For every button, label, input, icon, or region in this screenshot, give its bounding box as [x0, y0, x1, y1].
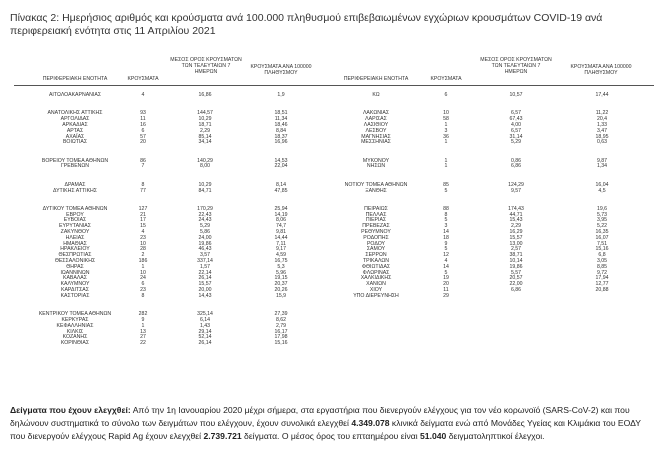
cases-cell: 20 [443, 281, 449, 288]
per100k-cell: 8,14 [275, 181, 287, 188]
table-row [6, 93, 660, 99]
footnote-text-2: κλινικά δείγματα ενώ από Μονάδες Υγείας και Κλιμάκια του ΕΟΔΥ που διενεργούν ελέγχους Rapid Ag έχουν ελεγχθεί [10, 418, 641, 442]
avg-cell: 2,29 [199, 127, 211, 134]
cases-cell: 24 [140, 275, 146, 282]
cases-cell: 1 [141, 263, 145, 270]
per100k-cell: 20,88 [595, 287, 609, 293]
cases-cell: 18 [443, 234, 449, 241]
per100k-cell: 3,05 [596, 258, 608, 264]
per100k-cell: 16,96 [274, 139, 288, 146]
cases-cell: 4 [141, 229, 145, 235]
cases-cell: 19 [443, 275, 449, 282]
cases-cell: 17 [140, 217, 146, 224]
cases-cell: 27 [140, 334, 146, 341]
region-cell: ΑΧΑΪΑΣ [65, 133, 85, 140]
cases-cell: 1 [444, 139, 448, 146]
header-rule [14, 85, 654, 86]
per100k-cell: 25,94 [274, 205, 288, 212]
avg-cell: 19,86 [198, 240, 212, 247]
avg-cell: 13,00 [509, 240, 523, 247]
avg-cell: 26,14 [198, 275, 212, 282]
per100k-cell: 16,07 [595, 234, 609, 241]
avg-cell: 18,71 [198, 121, 212, 128]
cases-cell: 88 [443, 205, 449, 212]
header-region-right: ΠΕΡΙΦΕΡΕΙΑΚΗ ΕΝΟΤΗΤΑ [343, 76, 409, 82]
avg-cell: 20,57 [509, 275, 523, 282]
cases-cell: 4 [444, 258, 448, 264]
per100k-cell: 16,17 [274, 328, 288, 335]
region-cell: ΛΑΚΩΝΙΑΣ [362, 110, 390, 117]
per100k-cell: 16,75 [274, 258, 288, 264]
cases-cell: 10 [140, 269, 146, 276]
avg-cell: 6,86 [510, 163, 522, 170]
region-cell: ΙΩΑΝΝΙΝΩΝ [60, 269, 90, 276]
per100k-cell: 9,72 [596, 269, 608, 276]
cases-cell: 10 [140, 240, 146, 247]
region-cell: ΒΟΙΩΤΙΑΣ [62, 139, 88, 146]
per100k-cell: 1,33 [596, 121, 608, 128]
cases-cell: 86 [140, 157, 146, 164]
avg-cell: 174,43 [508, 205, 524, 212]
per100k-cell: 2,79 [275, 322, 287, 329]
region-cell: ΚΕΝΤΡΙΚΟΥ ΤΟΜΕΑ ΑΘΗΝΩΝ [38, 311, 112, 318]
region-cell: ΠΡΕΒΕΖΑΣ [362, 223, 390, 230]
cases-cell: 20 [140, 139, 146, 146]
region-cell: ΠΕΙΡΑΙΩΣ [364, 205, 388, 212]
cases-cell: 29 [443, 292, 449, 299]
avg-cell: 52,14 [198, 334, 212, 341]
cases-cell: 1 [444, 121, 448, 128]
per100k-cell: 14,44 [274, 234, 288, 241]
avg-cell: 124,29 [508, 181, 524, 188]
region-cell: ΖΑΚΥΝΘΟΥ [60, 229, 90, 235]
region-cell: ΡΟΔΟΥ [366, 240, 386, 247]
cases-cell: 1 [444, 163, 448, 170]
region-cell: ΡΟΔΟΠΗΣ [363, 234, 389, 241]
per100k-cell: 5,73 [596, 211, 608, 218]
footnote-text-1: Από την 1η Ιανουαρίου 2020 μέχρι σήμερα, στα εργαστήρια που διενεργούν ελέγχους για τον νέο κορωνοϊό (SARS-CoV-2) και που δηλώνουν συστηματικά το σύνολο των δειγμάτων που ελέγχουν, έχουν συνολικά ελεγχθεί [10, 405, 630, 429]
per100k-cell: 1,9 [277, 92, 285, 98]
table-row [6, 164, 660, 170]
per100k-cell: 0,63 [596, 139, 608, 146]
region-cell: ΚΙΛΚΙΣ [66, 328, 84, 335]
per100k-cell: 5,22 [596, 223, 608, 230]
avg-cell: 6,57 [510, 110, 522, 117]
avg-cell: 34,14 [198, 139, 212, 146]
cases-cell: 57 [140, 133, 146, 140]
avg-cell: 26,14 [198, 340, 212, 347]
avg-cell: 0,86 [510, 157, 522, 164]
per100k-cell: 16,35 [595, 229, 609, 235]
per100k-cell: 11,34 [274, 116, 288, 123]
region-cell: ΘΕΣΠΡΩΤΙΑΣ [58, 252, 92, 259]
cases-cell: 14 [443, 229, 449, 235]
avg-cell: 6,86 [510, 287, 522, 293]
header-per100k-left: ΚΡΟΥΣΜΑΤΑ ΑΝΑ 100000 ΠΛΗΘΥΣΜΟΥ [250, 64, 312, 76]
per100k-cell: 8,06 [275, 217, 287, 224]
region-cell: ΚΑΒΑΛΑΣ [63, 275, 87, 282]
avg-cell: 2,29 [510, 223, 522, 230]
per100k-cell: 19,6 [596, 205, 608, 212]
region-cell: ΘΕΣΣΑΛΟΝΙΚΗΣ [54, 258, 96, 264]
per100k-cell: 47,85 [274, 187, 288, 194]
avg-cell: 5,86 [199, 229, 211, 235]
region-cell: ΑΙΤΩΛΟΑΚΑΡΝΑΝΙΑΣ [48, 92, 102, 98]
cases-cell: 85 [443, 181, 449, 188]
region-cell: ΑΡΚΑΔΙΑΣ [62, 121, 88, 128]
per100k-cell: 12,77 [595, 281, 609, 288]
region-cell: ΚΑΣΤΟΡΙΑΣ [60, 292, 90, 299]
avg-cell: 5,29 [199, 223, 211, 230]
per100k-cell: 8,85 [596, 263, 608, 270]
region-cell: ΗΡΑΚΛΕΙΟΥ [60, 246, 90, 253]
region-cell: ΥΠΟ ΔΙΕΡΕΥΝΗΣΗ [353, 292, 399, 299]
avg-cell: 31,14 [509, 133, 523, 140]
table-title: Πίνακας 2: Ημερήσιος αριθμός και κρούσματα ανά 100.000 πληθυσμού επιβεβαιωμένων εγχώριων κρουσμάτων COVID-19 ανά περιφερειακή ενότητα στις 11 Απριλίου 2021 [10, 12, 603, 37]
footnote-lead: Δείγματα που έχουν ελεγχθεί: [10, 405, 131, 415]
avg-cell: 67,43 [509, 116, 523, 123]
per100k-cell: 15,16 [595, 246, 609, 253]
per100k-cell: 20,37 [274, 281, 288, 288]
cases-cell: 7 [141, 163, 145, 170]
cases-cell: 186 [138, 258, 148, 264]
region-cell: ΝΟΤΙΟΥ ΤΟΜΕΑ ΑΘΗΝΩΝ [344, 181, 408, 188]
avg-cell: 9,57 [510, 187, 522, 194]
avg-cell: 1,43 [199, 322, 211, 329]
per100k-cell: 5,96 [275, 269, 287, 276]
cases-cell: 11 [443, 287, 449, 293]
per100k-cell: 14,19 [274, 211, 288, 218]
avg-cell: 2,57 [510, 246, 522, 253]
cases-cell: 21 [140, 211, 146, 218]
cases-cell: 8 [141, 181, 145, 188]
region-cell: ΦΘΙΩΤΙΔΑΣ [361, 263, 391, 270]
region-cell: ΕΒΡΟΥ [66, 211, 84, 218]
avg-cell: 5,57 [510, 269, 522, 276]
per100k-cell: 20,26 [274, 287, 288, 293]
region-cell: ΜΥΚΟΝΟΥ [362, 157, 390, 164]
cases-cell: 3 [444, 223, 448, 230]
cases-cell: 22 [140, 340, 146, 347]
per100k-cell: 6,8 [598, 252, 606, 259]
avg-cell: 144,57 [197, 110, 213, 117]
region-cell: ΚΟΖΑΝΗΣ [62, 334, 88, 341]
avg-cell: 15,57 [198, 281, 212, 288]
region-cell: ΜΕΣΣΗΝΙΑΣ [361, 139, 391, 146]
avg-cell: 15,43 [509, 217, 523, 224]
avg-cell: 10,29 [198, 181, 212, 188]
cases-cell: 1 [141, 322, 145, 329]
header-avg-right: ΜΕΣΟΣ ΟΡΟΣ ΚΡΟΥΣΜΑΤΩΝ ΤΩΝ ΤΕΛΕΥΤΑΙΩΝ 7 ΗΜΕΡΩΝ [480, 57, 552, 75]
cases-cell: 16 [140, 121, 146, 128]
footnote-text-4: δειγματοληπτικοί έλεγχοι. [446, 431, 545, 442]
region-cell: ΓΡΕΒΕΝΩΝ [60, 163, 90, 170]
cases-cell: 1 [444, 157, 448, 164]
region-cell: ΠΙΕΡΙΑΣ [365, 217, 387, 224]
avg-cell: 170,29 [197, 205, 213, 212]
cases-cell: 6 [141, 281, 145, 288]
region-cell: ΦΛΩΡΙΝΑΣ [362, 269, 390, 276]
avg-cell: 24,43 [198, 217, 212, 224]
per100k-cell: 8,62 [275, 316, 287, 323]
avg-cell: 85,14 [198, 133, 212, 140]
table-row [6, 140, 660, 146]
region-cell: ΧΑΝΙΩΝ [366, 281, 386, 288]
region-cell: ΧΑΛΚΙΔΙΚΗΣ [360, 275, 392, 282]
cases-cell: 58 [443, 116, 449, 123]
cases-cell: 77 [140, 187, 146, 194]
per100k-cell: 4,59 [275, 252, 287, 259]
per100k-cell: 18,37 [274, 133, 288, 140]
table-row [6, 294, 660, 300]
cases-cell: 15 [140, 223, 146, 230]
cases-cell: 8 [444, 211, 448, 218]
avg-cell: 22,00 [509, 281, 523, 288]
per100k-cell: 18,46 [274, 121, 288, 128]
region-cell: ΘΗΡΑΣ [66, 263, 84, 270]
region-cell: ΛΕΣΒΟΥ [365, 127, 387, 134]
per100k-cell: 19,15 [274, 275, 288, 282]
avg-cell: 19,86 [509, 263, 523, 270]
avg-cell: 15,57 [509, 234, 523, 241]
region-cell: ΜΑΓΝΗΣΙΑΣ [361, 133, 391, 140]
samples-footnote [10, 404, 656, 444]
cases-cell: 93 [140, 110, 146, 117]
avg-cell: 38,71 [509, 252, 523, 259]
avg-cell: 325,14 [197, 311, 213, 318]
header-per100k-right: ΚΡΟΥΣΜΑΤΑ ΑΝΑ 100000 ΠΛΗΘΥΣΜΟΥ [570, 64, 632, 76]
region-cell: ΛΑΡΙΣΑΣ [365, 116, 387, 123]
avg-cell: 5,29 [510, 139, 522, 146]
per100k-cell: 17,98 [274, 334, 288, 341]
per100k-cell: 9,87 [596, 157, 608, 164]
table-row [6, 189, 660, 195]
weekly-average: 51.040 [420, 431, 447, 442]
per100k-cell: 11,22 [595, 110, 609, 117]
cases-cell: 13 [140, 328, 146, 335]
avg-cell: 24,00 [198, 234, 212, 241]
region-cell: ΗΜΑΘΙΑΣ [63, 240, 87, 247]
per100k-cell: 15,16 [274, 340, 288, 347]
cases-cell: 23 [140, 287, 146, 293]
rapid-total: 2.739.721 [203, 431, 242, 442]
region-cell: ΣΕΡΡΩΝ [365, 252, 387, 259]
cases-cell: 6 [444, 92, 448, 98]
region-cell: ΧΙΟΥ [369, 287, 383, 293]
per100k-cell: 17,44 [595, 92, 609, 98]
per100k-cell: 8,84 [275, 127, 287, 134]
avg-cell: 8,00 [199, 163, 211, 170]
avg-cell: 16,29 [509, 229, 523, 235]
region-cell: ΞΑΝΘΗΣ [365, 187, 387, 194]
cases-cell: 10 [443, 110, 449, 117]
region-cell: ΤΡΙΚΑΛΩΝ [362, 258, 390, 264]
avg-cell: 46,43 [198, 246, 212, 253]
region-cell: ΔΥΤΙΚΗΣ ΑΤΤΙΚΗΣ [53, 187, 97, 194]
cases-cell: 5 [444, 246, 448, 253]
cases-cell: 3 [444, 127, 448, 134]
header-region-left: ΠΕΡΙΦΕΡΕΙΑΚΗ ΕΝΟΤΗΤΑ [42, 76, 108, 82]
cases-cell: 8 [141, 292, 145, 299]
avg-cell: 6,57 [510, 127, 522, 134]
per100k-cell: 3,95 [596, 217, 608, 224]
region-cell: ΑΡΤΑΣ [66, 127, 84, 134]
cases-cell: 4 [141, 92, 145, 98]
cases-cell: 14 [443, 263, 449, 270]
region-cell: ΕΥΡΥΤΑΝΙΑΣ [59, 223, 91, 230]
avg-cell: 6,14 [199, 316, 211, 323]
region-cell: ΔΡΑΜΑΣ [64, 181, 86, 188]
region-cell: ΝΗΣΩΝ [366, 163, 386, 170]
cases-cell: 9 [444, 240, 448, 247]
per100k-cell: 3,47 [596, 127, 608, 134]
avg-cell: 10,14 [509, 258, 523, 264]
per100k-cell: 20,4 [596, 116, 608, 123]
region-cell: ΕΥΒΟΙΑΣ [63, 217, 87, 224]
cases-cell: 28 [140, 246, 146, 253]
avg-cell: 84,71 [198, 187, 212, 194]
cases-cell: 282 [138, 311, 148, 318]
per100k-cell: 7,11 [276, 240, 286, 247]
cases-cell: 12 [443, 252, 449, 259]
avg-cell: 22,43 [198, 211, 212, 218]
avg-cell: 337,14 [197, 258, 213, 264]
per100k-cell: 15,9 [275, 292, 287, 299]
region-cell: ΚΕΡΚΥΡΑΣ [61, 316, 89, 323]
per100k-cell: 5,3 [277, 263, 285, 270]
region-cell: ΚΑΡΔΙΤΣΑΣ [61, 287, 89, 293]
cases-cell: 36 [443, 133, 449, 140]
per100k-cell: 9,17 [275, 246, 287, 253]
avg-cell: 44,71 [509, 211, 523, 218]
per100k-cell: 9,81 [275, 229, 287, 235]
per100k-cell: 14,53 [274, 157, 288, 164]
header-cases-left: ΚΡΟΥΣΜΑΤΑ [127, 76, 159, 82]
cases-cell: 5 [444, 187, 448, 194]
table-row [6, 341, 660, 347]
region-cell: ΚΑΛΥΜΝΟΥ [60, 281, 90, 288]
avg-cell: 4,00 [510, 121, 522, 128]
cases-cell: 23 [140, 234, 146, 241]
region-cell: ΗΛΕΙΑΣ [65, 234, 85, 241]
per100k-cell: 74,7 [275, 223, 287, 230]
cases-cell: 2 [141, 252, 145, 259]
cases-cell: 11 [140, 116, 146, 123]
per100k-cell: 7,51 [596, 240, 608, 247]
avg-cell: 14,43 [198, 292, 212, 299]
per100k-cell: 27,39 [274, 311, 288, 318]
cases-cell: 9 [141, 316, 145, 323]
cases-cell: 5 [444, 217, 448, 224]
per100k-cell: 16,04 [595, 181, 609, 188]
cases-cell: 5 [444, 269, 448, 276]
region-cell: ΛΑΣΙΘΙΟΥ [363, 121, 389, 128]
cases-cell: 127 [138, 205, 148, 212]
avg-cell: 3,57 [199, 252, 211, 259]
per100k-cell: 18,95 [595, 133, 609, 140]
header-cases-right: ΚΡΟΥΣΜΑΤΑ [430, 76, 462, 82]
region-cell: ΠΕΛΛΑΣ [365, 211, 387, 218]
per100k-cell: 18,51 [274, 110, 288, 117]
cases-cell: 6 [141, 127, 145, 134]
header-avg-left: ΜΕΣΟΣ ΟΡΟΣ ΚΡΟΥΣΜΑΤΩΝ ΤΩΝ ΤΕΛΕΥΤΑΙΩΝ 7 ΗΜΕΡΩΝ [170, 57, 242, 75]
avg-cell: 22,14 [198, 269, 212, 276]
region-cell: ΚΟΡΙΝΘΙΑΣ [60, 340, 90, 347]
region-cell: ΡΕΘΥΜΝΟΥ [361, 229, 391, 235]
footnote-text-3: δείγματα. Ο μέσος όρος του επταημέρου είναι [241, 431, 421, 442]
avg-cell: 16,86 [198, 92, 212, 98]
region-cell: ΚΩ [372, 92, 380, 98]
region-cell: ΑΝΑΤΟΛΙΚΗΣ ΑΤΤΙΚΗΣ [47, 110, 103, 117]
avg-cell: 10,29 [198, 116, 212, 123]
per100k-cell: 17,94 [595, 275, 609, 282]
per100k-cell: 22,04 [274, 163, 288, 170]
avg-cell: 20,00 [198, 287, 212, 293]
region-cell: ΚΕΦΑΛΛΗΝΙΑΣ [56, 322, 94, 329]
per100k-cell: 4,5 [598, 187, 606, 194]
region-cell: ΑΡΓΟΛΙΔΑΣ [60, 116, 90, 123]
avg-cell: 10,57 [509, 92, 523, 98]
avg-cell: 140,29 [197, 157, 213, 164]
avg-cell: 29,14 [198, 328, 212, 335]
avg-cell: 1,57 [199, 263, 211, 270]
per100k-cell: 1,34 [596, 163, 608, 170]
region-cell: ΣΑΜΟΥ [366, 246, 386, 253]
region-cell: ΒΟΡΕΙΟΥ ΤΟΜΕΑ ΑΘΗΝΩΝ [41, 157, 109, 164]
pcr-total: 4.349.078 [351, 418, 390, 429]
region-cell: ΔΥΤΙΚΟΥ ΤΟΜΕΑ ΑΘΗΝΩΝ [42, 205, 108, 212]
